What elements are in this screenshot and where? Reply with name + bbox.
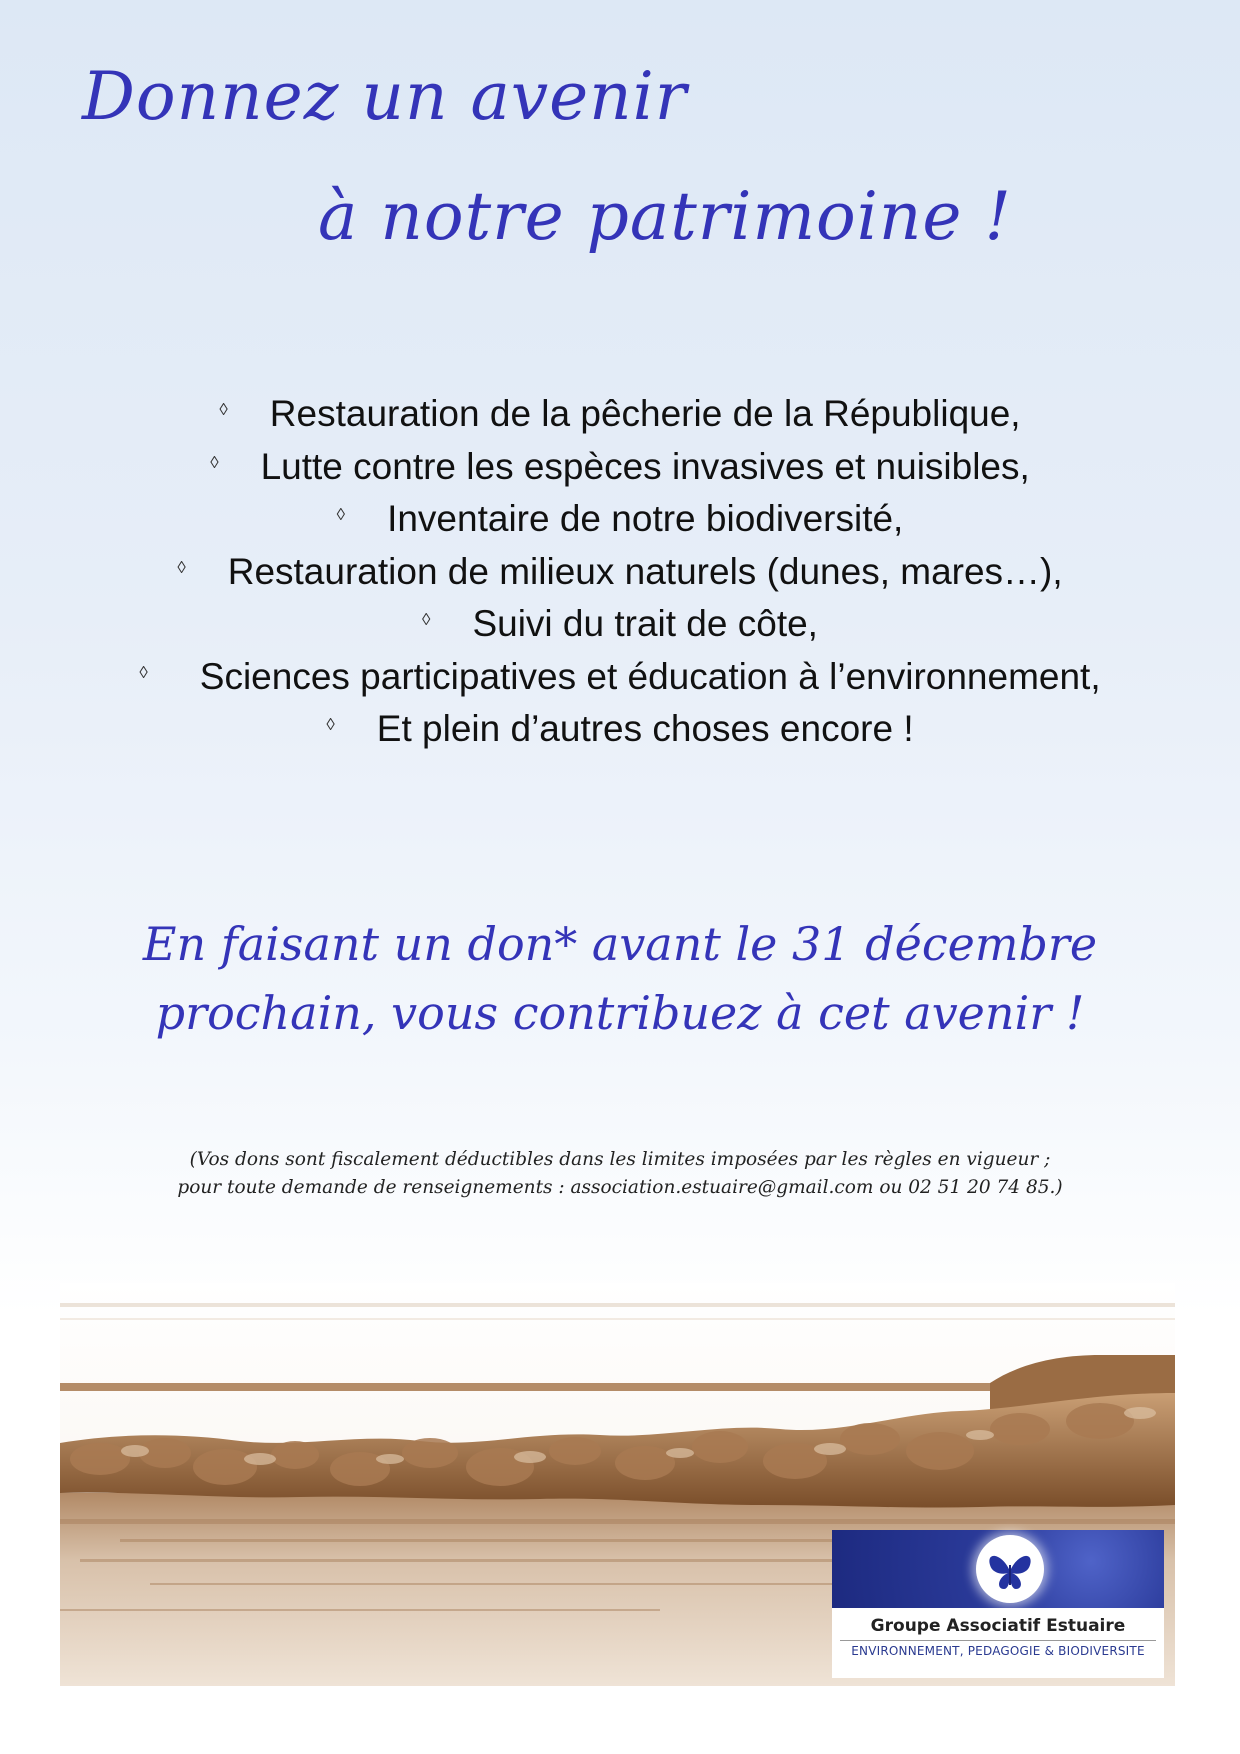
logo-divider [840,1640,1156,1641]
list-item [0,493,1240,546]
list-item-text: Lutte contre les espèces invasives et nuisibles, [260,445,1030,487]
list-item-text: Et plein d’autres choses encore ! [376,708,914,749]
list-item-text: Restauration de milieux naturels (dunes, mares…), [227,550,1063,592]
list-item [0,703,1240,756]
action-list [0,388,1240,756]
tax-footnote-line-2: pour toute demande de renseignements : association.estuaire@gmail.com ou 02 51 20 74 85.) [177,1177,1063,1198]
estuaire-logo [832,1530,1164,1678]
logo-banner [832,1530,1164,1608]
diamond-bullet-icon: ◊ [219,400,228,420]
list-item-text: Restauration de la pêcherie de la République, [269,393,1021,434]
headline-line-2: à notre patrimoine ! [318,178,1012,255]
list-item-text: Inventaire de notre biodiversité, [387,498,904,539]
list-item [0,388,1240,441]
diamond-bullet-icon: ◊ [422,610,431,630]
list-item [0,546,1240,599]
logo-circle [976,1535,1044,1603]
donation-callout-line-2: prochain, vous contribuez à cet avenir ! [155,986,1085,1040]
diamond-bullet-icon: ◊ [336,505,346,525]
tax-footnote-line-1: (Vos dons sont fiscalement déductibles dans les limites imposées par les règles en vigueur ; [189,1149,1051,1170]
list-item-text: Sciences participatives et éducation à l’environnement, [199,655,1101,697]
diamond-bullet-icon: ◊ [326,715,335,735]
diamond-bullet-icon: ◊ [177,557,186,577]
diamond-bullet-icon: ◊ [139,662,148,682]
logo-organization-name: Groupe Associatif Estuaire [870,1616,1126,1636]
list-item [0,651,1240,704]
logo-tagline: ENVIRONNEMENT, PEDAGOGIE & BIODIVERSITE [851,1644,1145,1658]
list-item [0,598,1240,651]
headline-line-1: Donnez un avenir [82,58,688,135]
donation-callout-line-1: En faisant un don* avant le 31 décembre [142,917,1098,971]
butterfly-icon [976,1535,1044,1603]
diamond-bullet-icon: ◊ [210,452,219,472]
list-item [0,441,1240,494]
list-item-text: Suivi du trait de côte, [472,603,818,644]
